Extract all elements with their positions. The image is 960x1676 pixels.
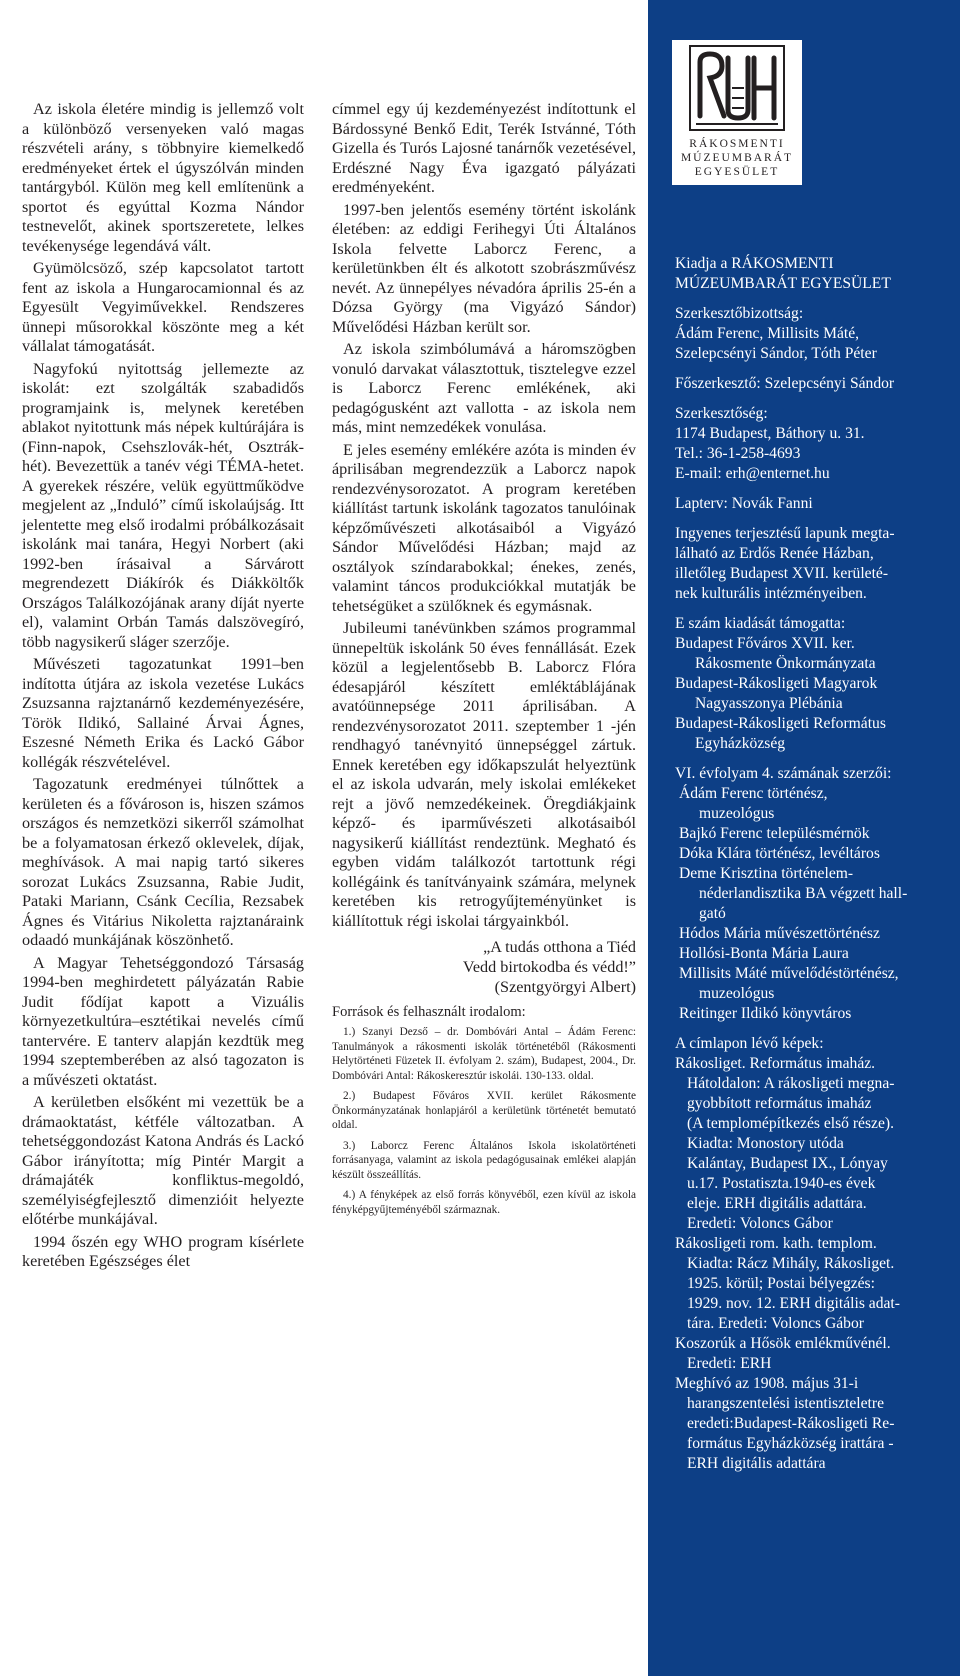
authors-heading: VI. évfolyam 4. számának szerzői: bbox=[675, 765, 892, 782]
distribution-line: lálható az Erdős Renée Házban, bbox=[675, 545, 874, 562]
imprint-sidebar bbox=[648, 0, 960, 1676]
author-line: Millisits Máté művelődéstörténész, bbox=[679, 965, 899, 982]
paragraph: A kerületben elsőként mi vezettük be a drámaoktatást, kétféle változatban. A tehetséggondozást Katona András és Lackó Gábor irányította; míg Pintér Margit a drámajáték konfliktus-megoldó, személyiségfejlesztő dimenzióit helyezte előtérbe munkájával. bbox=[22, 1093, 304, 1228]
distribution-line: illetőleg Budapest XVII. kerületé- bbox=[675, 565, 889, 582]
board-line: Ádám Ferenc, Millisits Máté, bbox=[675, 325, 860, 342]
author-line: muzeológus bbox=[699, 985, 775, 1002]
publisher-line: Kiadja a RÁKOSMENTI bbox=[675, 255, 834, 272]
cover-line: Kalántay, Budapest IX., Lónyay bbox=[687, 1155, 888, 1172]
source-item: 2.) Budapest Főváros XVII. kerület Rákosmente Önkormányzatának honlapjáról a kerületünk történetét bemutató oldal. bbox=[332, 1090, 636, 1131]
cover-line: Kiadta: Monostory utóda bbox=[687, 1135, 844, 1152]
sources-heading: Források és felhasznált irodalom: bbox=[332, 1004, 526, 1020]
cover-line: Eredeti: Voloncs Gábor bbox=[687, 1215, 833, 1232]
cover-line: eredeti:Budapest-Rákosligeti Re- bbox=[687, 1415, 895, 1432]
board-line: Szelepcsényi Sándor, Tóth Péter bbox=[675, 345, 877, 362]
paragraph: Gyümölcsöző, szép kapcsolatot tartott fent az iskola a Hungarocamionnal és az Egyesült Vegyiművekkel. Rendszeres ünnepi műsorokkal köszönte meg a két vállalat támogatását. bbox=[22, 259, 304, 355]
paragraph: Az iskola szimbólumává a háromszögben vonuló darvakat választottuk, tisztelegve ezzel is Laborcz Ferenc emlékének, aki pedagógusként azt vallotta - az iskola nem más, mint nemzedékek vonulása. bbox=[332, 340, 636, 436]
cover-line: harangszentelési istentiszteletre bbox=[687, 1395, 885, 1412]
sponsor-line: Rákosmente Önkormányzata bbox=[695, 655, 876, 672]
cover-line: Kiadta: Rácz Mihály, Rákosliget. bbox=[687, 1255, 895, 1272]
distribution-note bbox=[675, 524, 958, 604]
author-line: Ádám Ferenc történész, bbox=[679, 785, 828, 802]
paragraph: Jubileumi tanévünkben számos programmal ünnepeltük iskolánk 50 éves fennállását. Ezek közül a legjelentősebb B. Laborcz Flóra édesapjáról készített emléktáblájának avatóünnepsége 2011 áprilisában. A rendezvénysorozatot 2011. szeptember 1 -jén rendhagyó tanévnyitó ünnepséggel zártuk. Ennek keretében egy időkapszulát helyeztünk el az iskola udvarán, mely iskolai emlékeket rejt a jövő nemzedékeinek. Öregdiákjaink képző- és iparművészeti alkotásaiból nagysikerű kiállítást rendeztünk. Megható és egyben vidám találkozót tartottunk régi kollégáink és tanítványaink számára, melynek keretében kis retrogyűjteményünket is kiállítottuk régi iskolai tárgyainkból. bbox=[332, 619, 636, 930]
cover-images bbox=[675, 1034, 958, 1474]
cover-line: Rákosliget. Református imaház. bbox=[675, 1055, 876, 1072]
logo-line: RÁKOSMENTI bbox=[689, 138, 785, 150]
cover-line: tára. Eredeti: Voloncs Gábor bbox=[687, 1315, 864, 1332]
cover-line: gyobbított református imaház bbox=[687, 1095, 872, 1112]
board-line: Szerkesztőbizottság: bbox=[675, 305, 804, 322]
author-line: gató bbox=[699, 905, 726, 922]
sponsor-line: E szám kiadását támogatta: bbox=[675, 615, 846, 632]
author-line: Hollósi-Bonta Mária Laura bbox=[679, 945, 849, 962]
paragraph: E jeles esemény emlékére azóta is minden év áprilisában megrendezzük a Laborcz napok rendezvénysorozatot. A program keretében kiállítást tartunk iskolánk tagozatos tanulóinak képzőművészeti alkotásaiból a Vigyázó Sándor Művelődési Házban; majd az osztályok színdarabokkal; énekes, zenés, valamint táncos produkciókkal mutatják be tehetségüket a szülőknek és egymásnak. bbox=[332, 440, 636, 615]
publisher-line: MÚZEUMBARÁT EGYESÜLET bbox=[675, 275, 891, 292]
sponsor-line: Nagyasszonya Plébánia bbox=[695, 695, 843, 712]
cover-line: 1925. körül; Postai bélyegzés: bbox=[687, 1275, 875, 1292]
cover-line: Eredeti: ERH bbox=[687, 1355, 772, 1372]
cover-line: 1929. nov. 12. ERH digitális adat- bbox=[687, 1295, 900, 1312]
publisher bbox=[675, 254, 958, 294]
cover-line: Meghívó az 1908. május 31-i bbox=[675, 1375, 859, 1392]
logo-wordmark bbox=[672, 135, 802, 185]
cover-line: Koszorúk a Hősök emlékművénél. bbox=[675, 1335, 891, 1352]
cover-line: eleje. ERH digitális adattára. bbox=[687, 1195, 867, 1212]
paragraph: Nagyfokú nyitottság jellemezte az iskolát: ezt szolgálták szabadidős programjaink is, melynek keretében ablakot nyitottunk más népek kultúrájára is (Finn-napok, Csehszlovák-hét, Osztrák-hét). Bevezettük a tanév végi TÉMA-hetet. A gyerekek részére, velük együttműködve megjelent az „Induló” című iskolaújság. Itt jelentette meg első irodalmi próbálkozásait iskolánk mai tanára, Hegyi Norbert (aki 1992-ben írásaival a Sárvárott megrendezett Diákírók és Diákköltők Országos Találkozójának arany díját nyerte el), valamint Orbán Tamás dalszövegíró, több nagysikerű sláger szerzője. bbox=[22, 359, 304, 651]
cover-line: u.17. Postatiszta.1940-es évek bbox=[687, 1175, 876, 1192]
layout-designer: Lapterv: Novák Fanni bbox=[675, 495, 813, 512]
editorial-board bbox=[675, 304, 958, 364]
cover-heading: A címlapon lévő képek: bbox=[675, 1035, 824, 1052]
article-column-left bbox=[22, 100, 304, 1275]
sponsor-line: Budapest Főváros XVII. ker. bbox=[675, 635, 855, 652]
sponsor-line: Egyházközség bbox=[695, 735, 786, 752]
sponsor-line: Budapest-Rákosligeti Református bbox=[675, 715, 886, 732]
issue-authors bbox=[675, 764, 958, 1024]
author-line: muzeológus bbox=[699, 805, 775, 822]
rakosmenti-museum-logo-icon bbox=[688, 44, 786, 132]
office-line: 1174 Budapest, Báthory u. 31. bbox=[675, 425, 865, 442]
cover-line: ERH digitális adattára bbox=[687, 1455, 826, 1472]
chief-editor: Főszerkesztő: Szelepcsényi Sándor bbox=[675, 375, 895, 392]
logo bbox=[672, 40, 802, 135]
office-line: Tel.: 36-1-258-4693 bbox=[675, 445, 801, 462]
paragraph: A Magyar Tehetséggondozó Társaság 1994-ben meghirdetett pályázatán Rabie Judit fődíjat kapott a Vizuális környezetkultúra–esztétikai nevelés című tantervére. E tanterv alapján kezdtük meg 1994 szeptemberében az alsó tagozaton is a művészeti oktatást. bbox=[22, 953, 304, 1089]
cover-line: formátus Egyházközség irattára - bbox=[687, 1435, 894, 1452]
source-item: 4.) A fényképek az első forrás könyvéből, ezen kívül az iskola fényképgyűjteményéből származnak. bbox=[332, 1189, 636, 1216]
distribution-line: nek kulturális intézményeiben. bbox=[675, 585, 867, 602]
source-item: 1.) Szanyi Dezső – dr. Dombóvári Antal – Ádám Ferenc: Tanulmányok a rákosmenti iskolák történetéből (Rákosmenti Helytörténeti Füzetek II. évfolyam 2. szám), Budapest, 2004., Dr. Dombóvári Antal: Rákoskeresztúr iskolái. 130-133. oldal. bbox=[332, 1026, 636, 1082]
paragraph: 1994 őszén egy WHO program kísérlete keretében Egészséges élet bbox=[22, 1232, 304, 1270]
source-item: 3.) Laborcz Ferenc Általános Iskola iskolatörténeti forrásanyaga, valamint az iskola pedagógusainak emlékei alapján készült összeállítás. bbox=[332, 1139, 636, 1181]
office-email: E-mail: erh@enternet.hu bbox=[675, 465, 830, 482]
author-line: Deme Krisztina történelem- bbox=[679, 865, 854, 882]
cover-line: Rákosligeti rom. kath. templom. bbox=[675, 1235, 877, 1252]
article-column-middle bbox=[332, 100, 636, 1223]
sponsors bbox=[675, 614, 958, 754]
paragraph: Művészeti tagozatunkat 1991–ben indította útjára az iskola vezetése Lukács Zsuzsanna rajztanárnő kezdeményezésére, Török Ildikó, Sallainé Árvai Ágnes, Eszesné Németh Erika és Lackó Gábor kollégák részvételével. bbox=[22, 655, 304, 771]
quote-author: (Szentgyörgyi Albert) bbox=[494, 978, 636, 996]
author-line: Dóka Klára történész, levéltáros bbox=[679, 845, 880, 862]
quote-line: „A tudás otthona a Tiéd bbox=[483, 938, 636, 956]
author-line: Bajkó Ferenc településmérnök bbox=[679, 825, 870, 842]
author-line: Hódos Mária művészettörténész bbox=[679, 925, 880, 942]
distribution-line: Ingyenes terjesztésű lapunk megta- bbox=[675, 525, 895, 542]
author-line: Reitinger Ildikó könyvtáros bbox=[679, 1005, 852, 1022]
logo-line: MÚZEUMBARÁT bbox=[680, 152, 794, 164]
editorial-office bbox=[675, 404, 958, 484]
sponsor-line: Budapest-Rákosligeti Magyarok bbox=[675, 675, 878, 692]
paragraph: Az iskola életére mindig is jellemző volt a különböző versenyeken való magas részvételi arány, s többnyire kiemelkedő eredményeket értek el úgyszólván minden tantárgyból. Külön meg kell említenünk a sportot és egyúttal Kozma Nándor testnevelőt, akinek sportszeretete, lelkes tevékenysége legendává vált. bbox=[22, 100, 304, 255]
paragraph: 1997-ben jelentős esemény történt iskolánk életében: az eddigi Ferihegyi Úti Általános Iskola felvette Laborcz Ferenc, a kerületünkben élt és alkotott szobrászművész nevét. Az ünnepélyes névadóra április 25-én a Dózsa György (ma Vigyázó Sándor) Művelődési Házban került sor. bbox=[332, 200, 636, 336]
paragraph: Tagozatunk eredményei túlnőttek a kerületen és a fővároson is, hiszen számos országos és nemzetközi sikerről számolhat be a folyamatosan érkező oklevelek, díjak, meghívások. A mai napig tartó sikeres sorozat Lukács Zsuzsanna, Rabie Judit, Pataki Mariann, Csánk Cecília, Rezsabek Ágnes és Vitárius Nikoletta rajztanáraink odaadó munkájának köszönhető. bbox=[22, 775, 304, 949]
cover-line: Hátoldalon: A rákosligeti megna- bbox=[687, 1075, 895, 1092]
quote-line: Vedd birtokodba és védd!” bbox=[462, 958, 636, 976]
logo-line: EGYESÜLET bbox=[694, 166, 780, 178]
author-line: néderlandisztika BA végzett hall- bbox=[699, 885, 908, 902]
quote-block bbox=[332, 937, 636, 997]
imprint-text bbox=[675, 254, 958, 1484]
office-line: Szerkesztőség: bbox=[675, 405, 768, 422]
paragraph: címmel egy új kezdeményezést indítottunk el Bárdossyné Benkő Edit, Terék Istvánné, Tóth Gizella és Turós Lajosné tanárnők vezetésével, Erdészné Nagy Éva igazgató pályázati eredményeként. bbox=[332, 100, 636, 196]
cover-line: (A templomépítkezés első része). bbox=[687, 1115, 894, 1132]
